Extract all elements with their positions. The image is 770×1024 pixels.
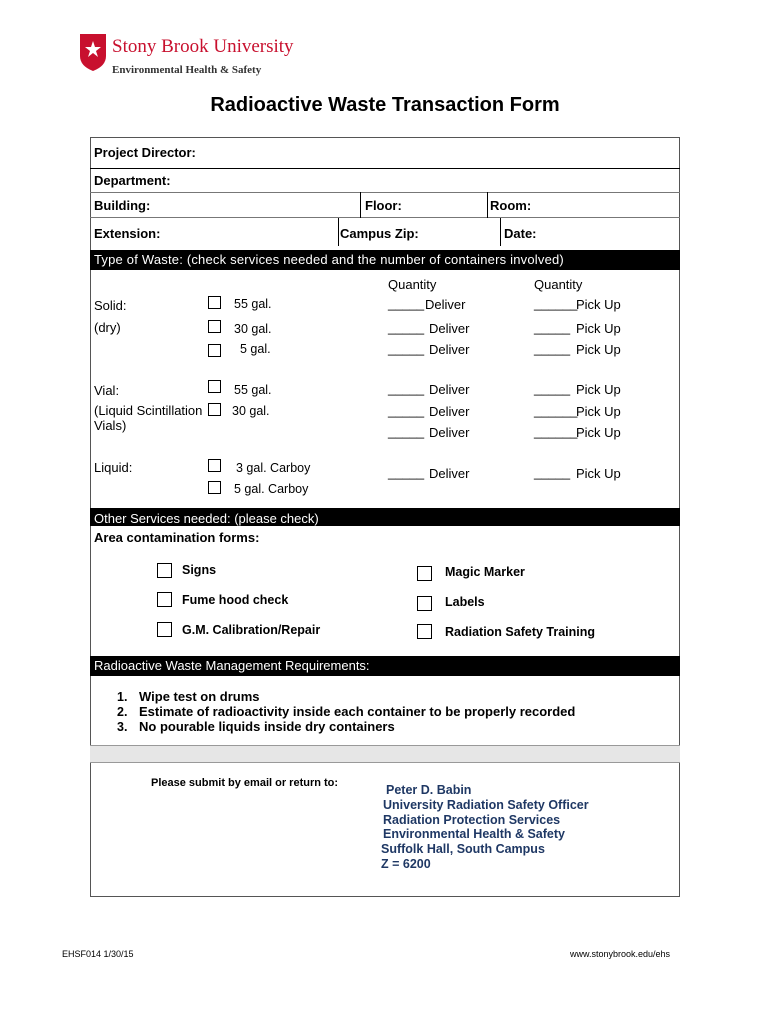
divider <box>487 192 488 218</box>
waste-type-heading: Type of Waste: (check services needed and the number of containers involved) <box>90 250 680 270</box>
solid-30-checkbox[interactable] <box>208 320 221 333</box>
signs-checkbox[interactable] <box>157 563 172 578</box>
gm-calibration-label: G.M. Calibration/Repair <box>182 623 321 637</box>
other-services-heading: Other Services needed: (please check) <box>90 508 680 526</box>
solid-55-checkbox[interactable] <box>208 296 221 309</box>
vial-30-label: 30 gal. <box>232 404 270 418</box>
university-name: Stony Brook University <box>112 36 294 57</box>
room-field[interactable]: Room: <box>490 198 532 213</box>
contact-dept2: Environmental Health & Safety <box>383 827 565 841</box>
gm-calibration-checkbox[interactable] <box>157 622 172 637</box>
liquid-3-checkbox[interactable] <box>208 459 221 472</box>
liquid-3-label: 3 gal. Carboy <box>236 461 311 475</box>
deliver-label: Deliver <box>429 342 470 357</box>
req-item: Wipe test on drums <box>139 689 260 704</box>
seal-icon <box>78 32 108 72</box>
req-item: Estimate of radioactivity inside each container to be properly recorded <box>139 704 576 719</box>
radiation-training-checkbox[interactable] <box>417 624 432 639</box>
req-number: 3. <box>117 720 128 734</box>
pickup-blank[interactable]: _____ <box>534 381 571 396</box>
pickup-blank[interactable]: _____ <box>534 341 571 356</box>
deliver-label: Deliver <box>429 382 470 397</box>
radiation-training-label: Radiation Safety Training <box>445 625 596 639</box>
pickup-blank[interactable]: ______ <box>534 296 578 311</box>
pickup-blank[interactable]: ______ <box>534 403 578 418</box>
solid-30-label: 30 gal. <box>234 322 272 336</box>
footer-url[interactable]: www.stonybrook.edu/ehs <box>570 949 671 959</box>
deliver-blank[interactable]: _____ <box>388 403 425 418</box>
project-director-field[interactable]: Project Director: <box>94 145 196 160</box>
solid-5-checkbox[interactable] <box>208 344 221 357</box>
liquid-5-checkbox[interactable] <box>208 481 221 494</box>
vial-55-checkbox[interactable] <box>208 380 221 393</box>
pickup-blank[interactable]: _____ <box>534 465 571 480</box>
divider <box>90 168 680 169</box>
campus-zip-field[interactable]: Campus Zip: <box>340 226 419 241</box>
quantity-pickup-header: Quantity <box>534 277 583 292</box>
building-field[interactable]: Building: <box>94 198 151 213</box>
divider <box>338 218 339 246</box>
date-field[interactable]: Date: <box>504 226 537 241</box>
deliver-blank[interactable]: _____ <box>388 341 425 356</box>
contact-address: Suffolk Hall, South Campus <box>381 842 545 856</box>
fume-hood-checkbox[interactable] <box>157 592 172 607</box>
extension-field[interactable]: Extension: <box>94 226 161 241</box>
signs-label: Signs <box>182 563 217 577</box>
pickup-label: Pick Up <box>576 321 621 336</box>
req-item: No pourable liquids inside dry containers <box>139 719 395 734</box>
deliver-label: Deliver <box>429 466 470 481</box>
contact-dept: Radiation Protection Services <box>383 813 561 827</box>
deliver-blank[interactable]: _____ <box>388 320 425 335</box>
vial-sublabel: (Liquid Scintillation Vials) <box>94 403 203 433</box>
contact-name: Peter D. Babin <box>386 783 472 797</box>
vial-30-checkbox[interactable] <box>208 403 221 416</box>
deliver-label: Deliver <box>425 297 466 312</box>
ehs-subtitle: Environmental Health & Safety <box>112 64 262 76</box>
solid-5-label: 5 gal. <box>240 342 271 356</box>
quantity-deliver-header: Quantity <box>388 277 437 292</box>
solid-label: Solid: <box>94 298 127 313</box>
deliver-blank[interactable]: _____ <box>388 424 425 439</box>
deliver-blank[interactable]: _____ <box>388 381 425 396</box>
liquid-5-label: 5 gal. Carboy <box>234 482 309 496</box>
req-number: 2. <box>117 705 128 719</box>
area-contamination-heading: Area contamination forms: <box>94 530 260 545</box>
req-number: 1. <box>117 690 128 704</box>
divider <box>500 218 501 246</box>
submit-instruction: Please submit by email or return to: <box>151 777 339 789</box>
fume-hood-label: Fume hood check <box>182 593 289 607</box>
grey-separator <box>90 745 680 763</box>
solid-55-label: 55 gal. <box>234 297 272 311</box>
page-title: Radioactive Waste Transaction Form <box>210 94 560 116</box>
deliver-label: Deliver <box>429 425 470 440</box>
pickup-label: Pick Up <box>576 297 621 312</box>
pickup-label: Pick Up <box>576 342 621 357</box>
department-field[interactable]: Department: <box>94 173 171 188</box>
requirements-heading: Radioactive Waste Management Requirements: <box>90 656 680 676</box>
deliver-blank[interactable]: _____ <box>388 296 425 311</box>
contact-title: University Radiation Safety Officer <box>383 798 589 812</box>
magic-marker-checkbox[interactable] <box>417 566 432 581</box>
magic-marker-label: Magic Marker <box>445 565 525 579</box>
form-code: EHSF014 1/30/15 <box>62 949 134 959</box>
deliver-blank[interactable]: _____ <box>388 465 425 480</box>
vial-55-label: 55 gal. <box>234 383 272 397</box>
pickup-label: Pick Up <box>576 425 621 440</box>
floor-field[interactable]: Floor: <box>365 198 402 213</box>
divider <box>360 192 361 218</box>
pickup-label: Pick Up <box>576 404 621 419</box>
contact-zip: Z = 6200 <box>381 857 431 871</box>
deliver-label: Deliver <box>429 404 470 419</box>
solid-sublabel: (dry) <box>94 320 121 335</box>
pickup-label: Pick Up <box>576 466 621 481</box>
deliver-label: Deliver <box>429 321 470 336</box>
pickup-blank[interactable]: _____ <box>534 320 571 335</box>
liquid-label: Liquid: <box>94 460 133 475</box>
vial-label: Vial: <box>94 383 120 398</box>
pickup-label: Pick Up <box>576 382 621 397</box>
labels-checkbox[interactable] <box>417 596 432 611</box>
labels-label: Labels <box>445 595 485 609</box>
pickup-blank[interactable]: ______ <box>534 424 578 439</box>
